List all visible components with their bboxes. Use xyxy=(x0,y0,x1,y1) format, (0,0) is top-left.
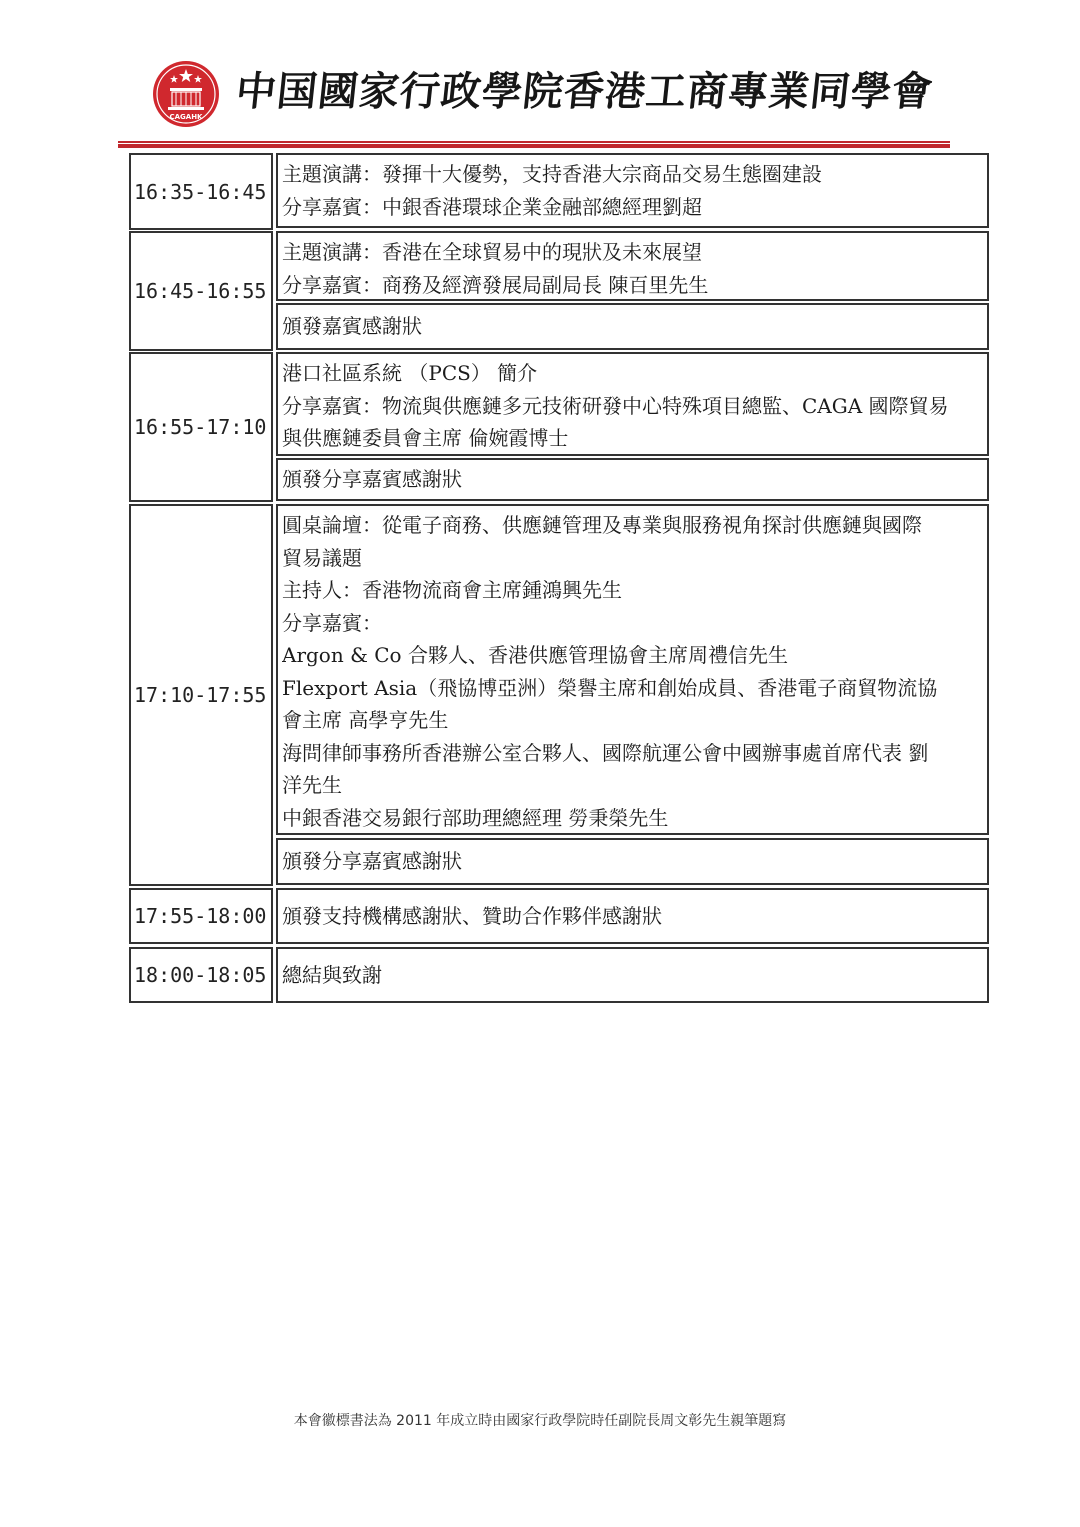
item-line: 會主席 高學亨先生 xyxy=(282,708,449,732)
schedule-time: 17:10-17:55 xyxy=(129,504,273,886)
schedule-item xyxy=(276,352,989,456)
page-header xyxy=(0,0,1080,150)
schedule-item xyxy=(276,888,989,944)
item-line: Flexport Asia（飛協博亞洲）榮譽主席和創始成員、香港電子商貿物流協 xyxy=(282,675,938,700)
item-line: 分享嘉賓：商務及經濟發展局副局長 陳百里先生 xyxy=(282,272,709,297)
item-line: 中銀香港交易銀行部助理總經理 勞秉榮先生 xyxy=(282,805,669,830)
schedule-time: 16:45-16:55 xyxy=(129,231,273,351)
schedule-item xyxy=(276,947,989,1003)
schedule-time: 18:00-18:05 xyxy=(129,947,273,1003)
header-rule-thin xyxy=(118,141,950,143)
item-line: 頒發嘉賓感謝狀 xyxy=(282,314,422,339)
item-line: 海問律師事務所香港辦公室合夥人、國際航運公會中國辦事處首席代表 劉 xyxy=(282,740,929,765)
schedule-item xyxy=(276,231,989,301)
item-line: 頒發分享嘉賓感謝狀 xyxy=(282,849,462,874)
header-rule-thick xyxy=(118,144,950,148)
schedule-time: 16:55-17:10 xyxy=(129,352,273,502)
organization-name: 中国國家行政學院香港工商專業同學會 xyxy=(233,68,936,115)
item-line: 頒發支持機構感謝狀、贊助合作夥伴感謝狀 xyxy=(282,903,662,928)
footer-note: 本會徽標書法為 2011 年成立時由國家行政學院時任副院長周文彰先生親筆題寫 xyxy=(293,1413,787,1429)
item-line: 分享嘉賓：中銀香港環球企業金融部總經理劉超 xyxy=(282,194,702,219)
schedule-time: 17:55-18:00 xyxy=(129,888,273,944)
item-line: 頒發分享嘉賓感謝狀 xyxy=(282,467,462,492)
schedule-item xyxy=(276,504,989,835)
item-line: 分享嘉賓：物流與供應鏈多元技術研發中心特殊項目總監、CAGA 國際貿易 xyxy=(282,393,949,418)
item-line: 洋先生 xyxy=(282,773,342,797)
item-line: 貿易議題 xyxy=(282,545,362,570)
item-line: 主題演講：發揮十大優勢，支持香港大宗商品交易生態圈建設 xyxy=(282,162,822,186)
item-line: 總結與致謝 xyxy=(282,962,382,987)
item-line: Argon & Co 合夥人、香港供應管理協會主席周禮信先生 xyxy=(282,643,788,667)
schedule-item xyxy=(276,458,989,501)
item-line: 主題演講：香港在全球貿易中的現狀及未來展望 xyxy=(282,240,702,264)
schedule-item xyxy=(276,303,989,350)
schedule-item xyxy=(276,838,989,885)
item-line: 圓桌論壇：從電子商務、供應鏈管理及專業與服務視角探討供應鏈與國際 xyxy=(282,513,922,537)
item-line: 分享嘉賓： xyxy=(282,610,382,635)
item-line: 港口社區系統 （PCS） 簡介 xyxy=(282,361,538,385)
schedule-item xyxy=(276,153,989,228)
association-logo xyxy=(152,60,220,128)
schedule-time: 16:35-16:45 xyxy=(129,153,273,230)
item-line: 與供應鏈委員會主席 倫婉霞博士 xyxy=(282,426,569,450)
logo-text: CAGAHK xyxy=(169,113,203,121)
item-line: 主持人：香港物流商會主席鍾鴻興先生 xyxy=(282,578,622,602)
